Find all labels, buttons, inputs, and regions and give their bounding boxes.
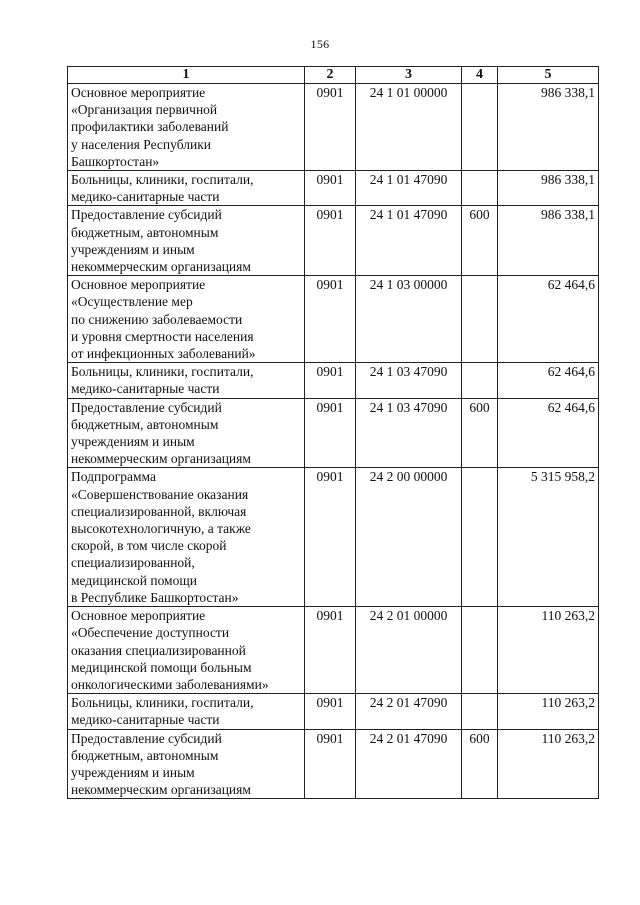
table-row	[68, 84, 599, 171]
row-name-line: Предоставление субсидий	[71, 207, 222, 223]
section-code-cell: 0901	[305, 607, 356, 694]
row-name-cell	[68, 206, 305, 276]
expense-type-cell: 600	[462, 398, 498, 468]
section-code-cell: 0901	[305, 171, 356, 206]
row-name-line: Башкортостан»	[71, 153, 160, 169]
amount-cell: 110 263,2	[498, 607, 599, 694]
row-name-line: медико-санитарные части	[71, 381, 220, 397]
row-name-line: бюджетным, автономным	[71, 224, 219, 240]
expense-type-cell: 600	[462, 729, 498, 799]
row-name-line: Предоставление субсидий	[71, 730, 222, 746]
row-name-line: учреждениям и иным	[71, 764, 195, 780]
row-name-line: скорой, в том числе скорой	[71, 538, 227, 554]
expense-type-cell	[462, 276, 498, 363]
target-article-cell: 24 2 01 47090	[356, 694, 462, 729]
header-col-2: 2	[305, 67, 356, 84]
table-row	[68, 171, 599, 206]
row-name-line: учреждениям и иным	[71, 241, 195, 257]
header-col-1: 1	[68, 67, 305, 84]
section-code-cell: 0901	[305, 468, 356, 607]
row-name-cell	[68, 363, 305, 398]
expense-type-cell	[462, 171, 498, 206]
row-name-line: Больницы, клиники, госпитали,	[71, 172, 254, 188]
amount-cell: 986 338,1	[498, 84, 599, 171]
table-row	[68, 694, 599, 729]
table-row	[68, 363, 599, 398]
row-name-line: Основное мероприятие	[71, 277, 206, 293]
header-col-4: 4	[462, 67, 498, 84]
row-name-cell	[68, 694, 305, 729]
row-name-line: бюджетным, автономным	[71, 416, 219, 432]
row-name-line: у населения Республики	[71, 136, 211, 152]
row-name-line: некоммерческим организациям	[71, 782, 251, 798]
row-name-cell	[68, 398, 305, 468]
target-article-cell: 24 2 01 00000	[356, 607, 462, 694]
table-row	[68, 468, 599, 607]
row-name-line: Больницы, клиники, госпитали,	[71, 364, 254, 380]
row-name-line: оказания специализированной	[71, 642, 246, 658]
row-name-cell	[68, 276, 305, 363]
section-code-cell: 0901	[305, 729, 356, 799]
table-header-row	[68, 67, 599, 84]
expense-type-cell	[462, 363, 498, 398]
target-article-cell: 24 1 01 47090	[356, 206, 462, 276]
row-name-line: и уровня смертности населения	[71, 328, 254, 344]
row-name-line: медицинской помощи	[71, 572, 197, 588]
table-row	[68, 729, 599, 799]
expense-type-cell	[462, 84, 498, 171]
row-name-line: «Обеспечение доступности	[71, 625, 230, 641]
header-col-3: 3	[356, 67, 462, 84]
target-article-cell: 24 1 03 47090	[356, 363, 462, 398]
amount-cell: 5 315 958,2	[498, 468, 599, 607]
section-code-cell: 0901	[305, 363, 356, 398]
budget-table	[67, 66, 599, 799]
row-name-line: высокотехнологичную, а также	[71, 521, 251, 537]
row-name-line: онкологическими заболеваниями»	[71, 676, 269, 692]
row-name-line: от инфекционных заболеваний»	[71, 346, 256, 362]
section-code-cell: 0901	[305, 694, 356, 729]
row-name-line: медицинской помощи больным	[71, 659, 252, 675]
row-name-line: медико-санитарные части	[71, 189, 220, 205]
row-name-line: Подпрограмма	[71, 469, 156, 485]
row-name-line: профилактики заболеваний	[71, 119, 229, 135]
section-code-cell: 0901	[305, 276, 356, 363]
expense-type-cell: 600	[462, 206, 498, 276]
amount-cell: 986 338,1	[498, 206, 599, 276]
target-article-cell: 24 1 03 47090	[356, 398, 462, 468]
row-name-line: учреждениям и иным	[71, 434, 195, 450]
row-name-cell	[68, 607, 305, 694]
target-article-cell: 24 2 01 47090	[356, 729, 462, 799]
row-name-line: медико-санитарные части	[71, 712, 220, 728]
row-name-line: специализированной,	[71, 555, 195, 571]
header-col-5: 5	[498, 67, 599, 84]
row-name-line: некоммерческим организациям	[71, 259, 251, 275]
amount-cell: 62 464,6	[498, 276, 599, 363]
row-name-line: «Организация первичной	[71, 102, 218, 118]
row-name-line: Предоставление субсидий	[71, 399, 222, 415]
expense-type-cell	[462, 607, 498, 694]
row-name-line: Больницы, клиники, госпитали,	[71, 695, 254, 711]
row-name-line: специализированной, включая	[71, 503, 247, 519]
section-code-cell: 0901	[305, 398, 356, 468]
row-name-cell	[68, 84, 305, 171]
amount-cell: 110 263,2	[498, 694, 599, 729]
section-code-cell: 0901	[305, 84, 356, 171]
row-name-line: в Республике Башкортостан»	[71, 589, 239, 605]
row-name-line: по снижению заболеваемости	[71, 311, 243, 327]
row-name-cell	[68, 468, 305, 607]
table-row	[68, 607, 599, 694]
amount-cell: 986 338,1	[498, 171, 599, 206]
target-article-cell: 24 1 01 47090	[356, 171, 462, 206]
table-body	[68, 84, 599, 799]
row-name-line: Основное мероприятие	[71, 608, 206, 624]
row-name-line: некоммерческим организациям	[71, 451, 251, 467]
row-name-line: «Осуществление мер	[71, 294, 193, 310]
row-name-cell	[68, 171, 305, 206]
row-name-line: бюджетным, автономным	[71, 747, 219, 763]
amount-cell: 62 464,6	[498, 363, 599, 398]
expense-type-cell	[462, 694, 498, 729]
amount-cell: 62 464,6	[498, 398, 599, 468]
page-number: 156	[310, 37, 330, 51]
row-name-cell	[68, 729, 305, 799]
target-article-cell: 24 1 01 00000	[356, 84, 462, 171]
table-row	[68, 276, 599, 363]
expense-type-cell	[462, 468, 498, 607]
section-code-cell: 0901	[305, 206, 356, 276]
target-article-cell: 24 2 00 00000	[356, 468, 462, 607]
table-row	[68, 206, 599, 276]
target-article-cell: 24 1 03 00000	[356, 276, 462, 363]
table-row	[68, 398, 599, 468]
row-name-line: «Совершенствование оказания	[71, 486, 249, 502]
row-name-line: Основное мероприятие	[71, 85, 206, 100]
amount-cell: 110 263,2	[498, 729, 599, 799]
